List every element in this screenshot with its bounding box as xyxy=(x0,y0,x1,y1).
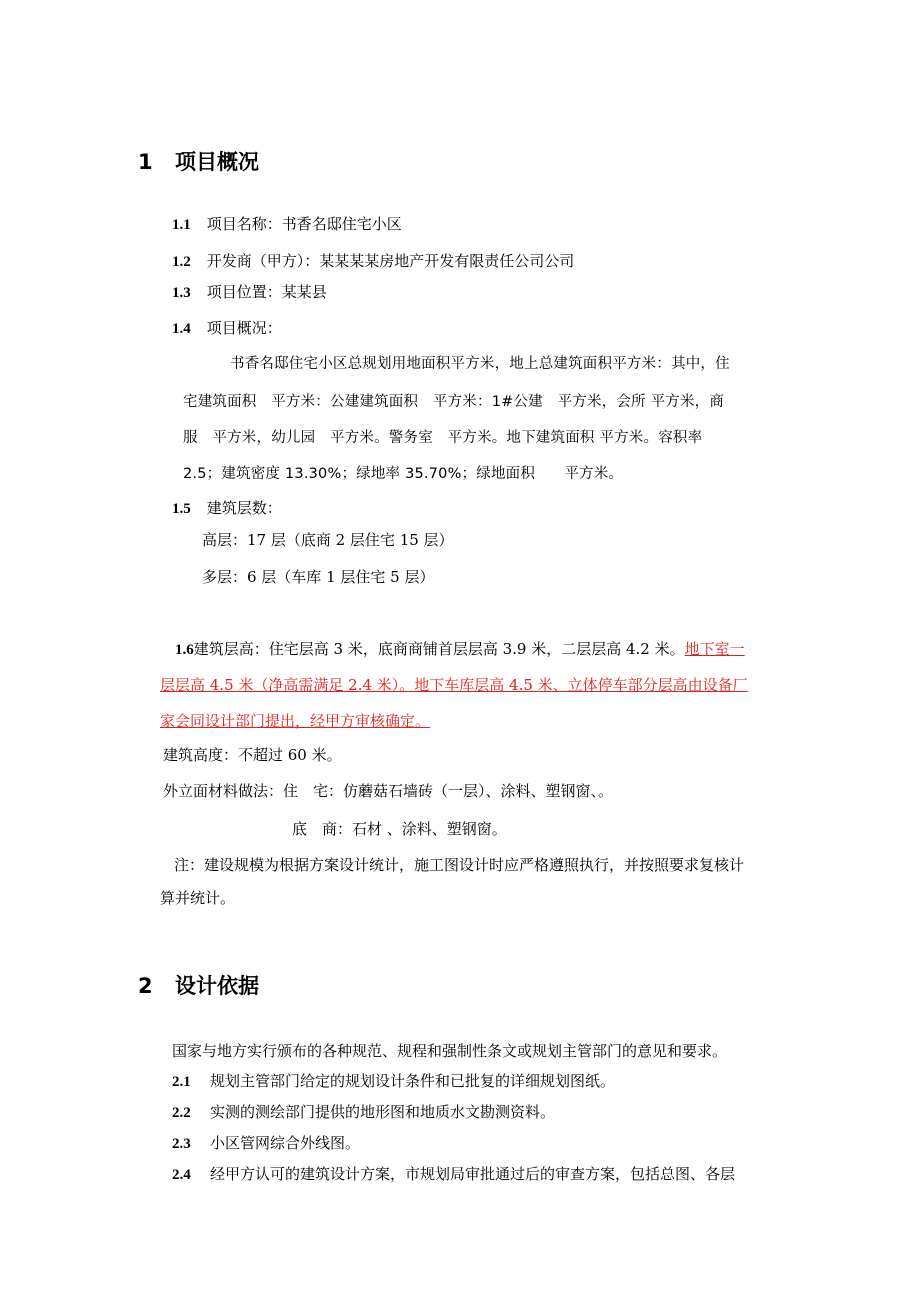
red-highlight-text: 家会同设计部门提出，经甲方审核确定。 xyxy=(160,712,431,730)
item-text: 项目概况： xyxy=(206,319,282,337)
item-text: 小区管网综合外线图。 xyxy=(210,1134,361,1152)
section-title: 项目概况 xyxy=(175,150,259,174)
red-highlight-text: 地下室一 xyxy=(684,640,745,658)
note-line: 算并统计。 xyxy=(160,889,236,907)
item-text: 建筑层数： xyxy=(206,499,282,517)
item-number: 1.4 xyxy=(172,321,191,337)
item-1-6 xyxy=(175,638,745,659)
section-1-heading xyxy=(138,146,259,176)
overview-line: 2.5；建筑密度 13.30%；绿地率 35.70%；绿地面积 平方米。 xyxy=(183,466,624,482)
facade-commercial: 底 商：石材 、涂料、塑钢窗。 xyxy=(292,820,507,838)
note-line: 注：建设规模为根据方案设计统计，施工图设计时应严格遵照执行，并按照要求复核计 xyxy=(174,856,745,874)
item-number: 1.1 xyxy=(172,217,191,233)
building-height: 建筑高度：不超过 60 米。 xyxy=(163,746,342,764)
item-text: 开发商（甲方）：某某某某房地产开发有限责任公司公司 xyxy=(206,252,575,270)
floors-high-rise: 高层：17 层（底商 2 层住宅 15 层） xyxy=(202,531,454,549)
item-2-3 xyxy=(172,1132,360,1153)
item-1-2 xyxy=(172,250,574,271)
item-1-4 xyxy=(172,317,282,338)
item-text: 规划主管部门给定的规划设计条件和已批复的详细规划图纸。 xyxy=(210,1072,616,1090)
item-text: 实测的测绘部门提供的地形图和地质水文勘测资料。 xyxy=(210,1103,556,1121)
item-1-3 xyxy=(172,281,327,302)
item-text: 建筑层高：住宅层高 3 米，底商商铺首层层高 3.9 米，二层层高 4.2 米。 xyxy=(193,640,685,658)
overview-line: 书香名邸住宅小区总规划用地面积平方米，地上总建筑面积平方米：其中，住 xyxy=(230,356,730,372)
section-title: 设计依据 xyxy=(175,974,259,998)
item-number: 1.5 xyxy=(172,501,191,517)
floors-multi-story: 多层：6 层（车库 1 层住宅 5 层） xyxy=(202,568,435,586)
section-2-heading xyxy=(138,970,259,1000)
red-highlight-text: 层层高 4.5 米（净高需满足 2.4 米）。地下车库层高 4.5 米、立体停车部分层高由设备厂 xyxy=(160,676,748,694)
item-2-4 xyxy=(172,1163,735,1184)
item-number: 2.3 xyxy=(172,1136,191,1152)
item-number: 2.4 xyxy=(172,1167,191,1183)
facade-residential: 外立面材料做法：住 宅：仿蘑菇石墙砖（一层）、涂料、塑钢窗、。 xyxy=(163,782,614,800)
item-number: 1.2 xyxy=(172,254,191,270)
item-number: 1.3 xyxy=(172,285,191,301)
item-text: 项目名称：书香名邸住宅小区 xyxy=(206,215,402,233)
item-2-1 xyxy=(172,1070,615,1091)
section-number: 2 xyxy=(138,974,153,998)
item-number: 2.1 xyxy=(172,1074,191,1090)
overview-line: 宅建筑面积 平方米：公建建筑面积 平方米：1#公建 平方米，会所 平方米，商 xyxy=(183,394,725,410)
item-text: 项目位置：某某县 xyxy=(206,283,327,301)
section-2-intro: 国家与地方实行颁布的各种规范、规程和强制性条文或规划主管部门的意见和要求。 xyxy=(172,1042,728,1060)
overview-line: 服 平方米，幼儿园 平方米。警务室 平方米。地下建筑面积 平方米。容积率 xyxy=(183,430,703,446)
item-1-5 xyxy=(172,497,282,518)
item-text: 经甲方认可的建筑设计方案，市规划局审批通过后的审查方案，包括总图、各层 xyxy=(210,1165,736,1183)
item-number: 2.2 xyxy=(172,1105,191,1121)
item-number: 1.6 xyxy=(175,642,194,658)
item-2-2 xyxy=(172,1101,555,1122)
item-1-1 xyxy=(172,213,402,234)
section-number: 1 xyxy=(138,150,153,174)
